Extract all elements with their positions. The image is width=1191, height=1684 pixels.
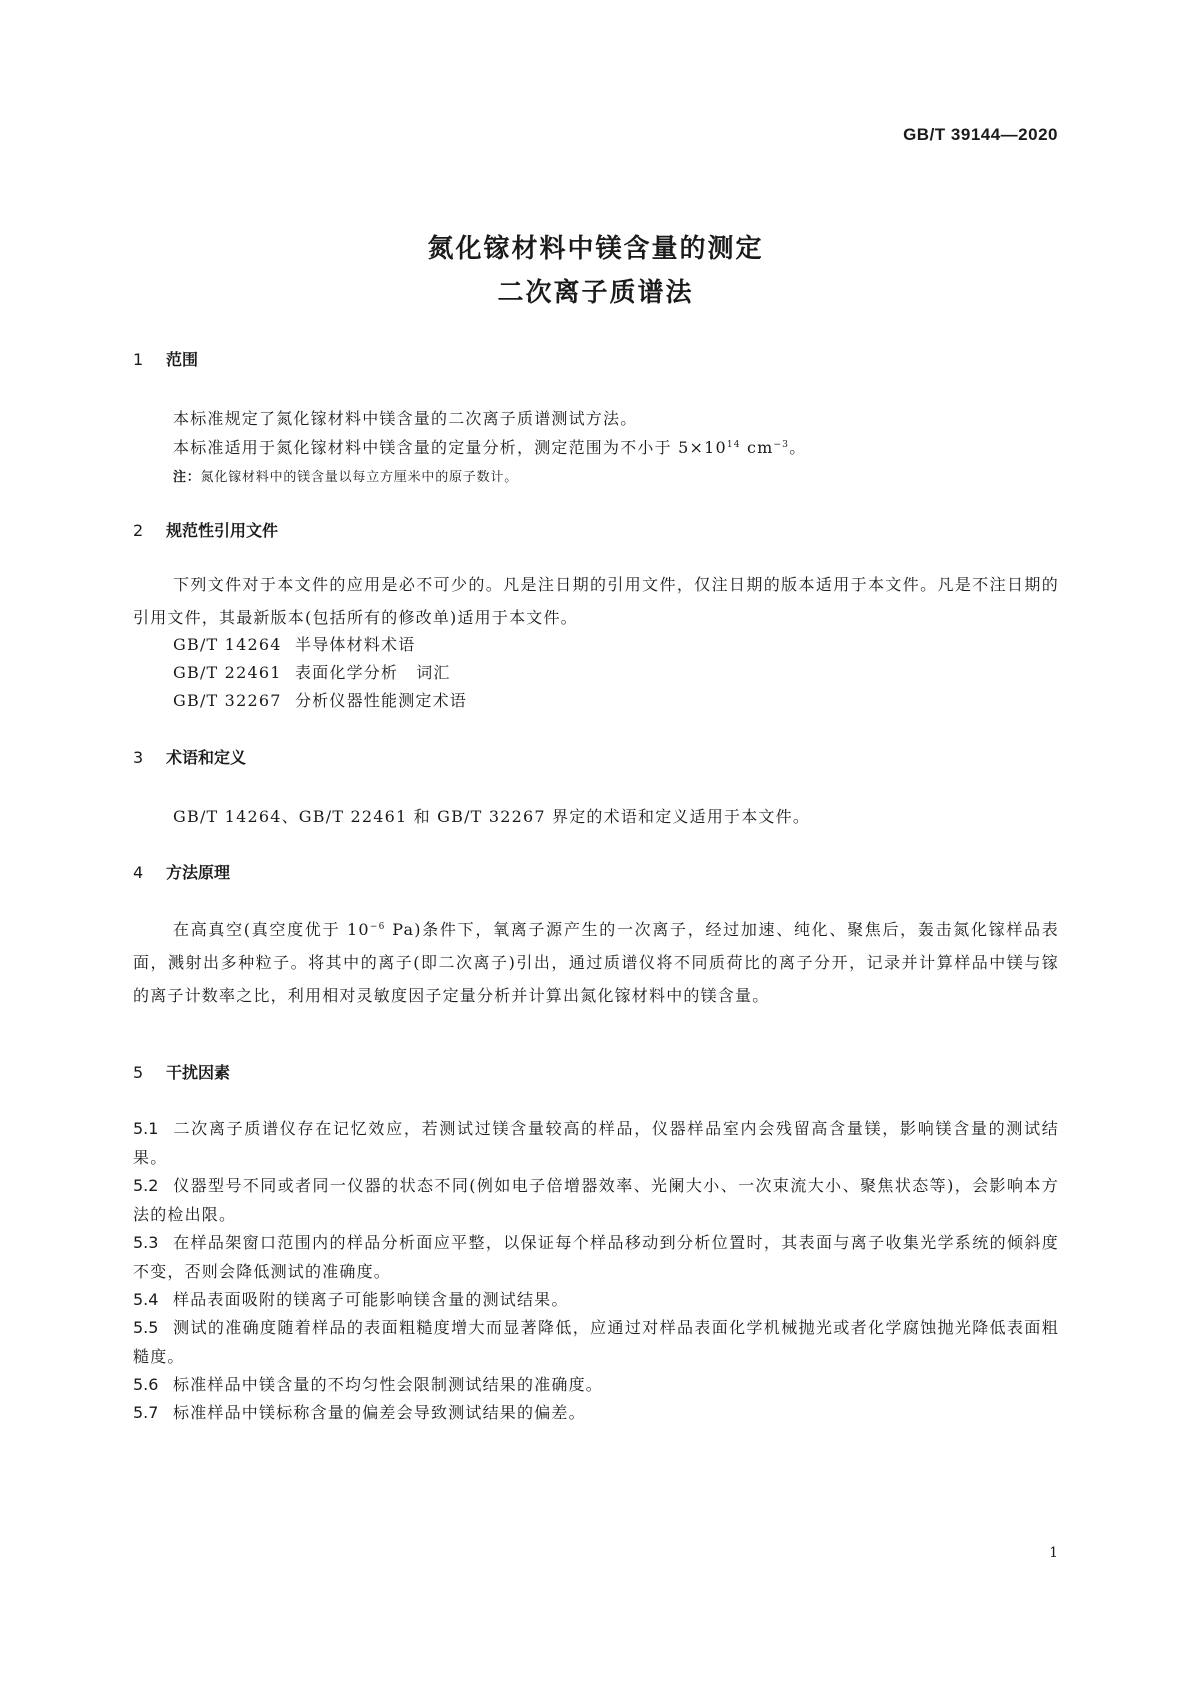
item-number: 5.2 — [133, 1176, 159, 1195]
reference-title: 表面化学分析 — [295, 663, 399, 682]
standard-number: GB/T 39144—2020 — [903, 125, 1058, 144]
section-3-paragraph-1: GB/T 14264、GB/T 22461 和 GB/T 32267 界定的术语和定义适用于本文件。 — [173, 807, 811, 826]
interference-item — [133, 1114, 1059, 1172]
section-1-p2-unit: cm — [740, 438, 774, 457]
item-number: 5.6 — [133, 1375, 159, 1394]
interference-item — [133, 1285, 1059, 1314]
item-text: 标准样品中镁标称含量的偏差会导致测试结果的偏差。 — [173, 1403, 586, 1422]
section-3-heading — [133, 745, 246, 768]
section-1-heading — [133, 347, 198, 370]
document-title-line1: 氮化镓材料中镁含量的测定 — [427, 234, 764, 264]
reference-code: GB/T 32267 — [173, 691, 282, 710]
item-text: 测试的准确度随着样品的表面粗糙度增大而显著降低，应通过对样品表面化学机械抛光或者化学腐蚀抛光降低表面粗糙度。 — [133, 1318, 1059, 1366]
item-number: 5.3 — [133, 1233, 159, 1252]
item-text: 样品表面吸附的镁离子可能影响镁含量的测试结果。 — [173, 1290, 569, 1309]
interference-item — [133, 1370, 1059, 1399]
item-text: 在样品架窗口范围内的样品分析面应平整，以保证每个样品移动到分析位置时，其表面与离子收集光学系统的倾斜度不变，否则会降低测试的准确度。 — [133, 1233, 1059, 1281]
reference-title: 半导体材料术语 — [295, 635, 416, 654]
section-4-p1-text: 在高真空(真空度优于 10 — [173, 920, 370, 939]
item-number: 5.5 — [133, 1318, 159, 1337]
section-4-p1-exponent: −6 — [369, 922, 386, 932]
reference-code: GB/T 14264 — [173, 635, 282, 654]
section-5-number: 5 — [133, 1063, 144, 1082]
section-2-title: 规范性引用文件 — [166, 521, 279, 540]
section-4-heading — [133, 860, 230, 883]
section-3-title: 术语和定义 — [166, 748, 247, 767]
section-4-paragraph-1 — [133, 913, 1059, 1012]
document-title-line2: 二次离子质谱法 — [497, 278, 694, 308]
item-text: 二次离子质谱仪存在记忆效应，若测试过镁含量较高的样品，仪器样品室内会残留高含量镁，影响镁含量的测试结果。 — [133, 1119, 1059, 1167]
item-number: 5.4 — [133, 1290, 159, 1309]
section-5-title: 干扰因素 — [166, 1063, 231, 1082]
reference-item — [173, 688, 467, 711]
section-4-title: 方法原理 — [166, 863, 231, 882]
note-label: 注： — [173, 470, 201, 485]
section-4-number: 4 — [133, 863, 144, 882]
section-3-number: 3 — [133, 748, 144, 767]
interference-item — [133, 1398, 1059, 1427]
interference-item — [133, 1228, 1059, 1286]
note-text: 氮化镓材料中的镁含量以每立方厘米中的原子数计。 — [200, 470, 519, 485]
section-4-p1-text-rest: Pa)条件下，氧离子源产生的一次离子，经过加速、纯化、聚焦后，轰击氮化镓样品表面，溅射出多种粒子。将其中的离子(即二次离子)引出，通过质谱仪将不同质荷比的离子分开，记录并计算样品中镁与镓的离子计数率之比，利用相对灵敏度因子定量分析并计算出氮化镓材料中的镁含量。 — [133, 920, 1059, 1005]
section-1-note — [173, 466, 518, 485]
interference-item — [133, 1313, 1059, 1371]
section-2-heading — [133, 518, 278, 541]
reference-title: 分析仪器性能测定术语 — [295, 691, 468, 710]
section-1-p2-text: 本标准适用于氮化镓材料中镁含量的定量分析，测定范围为不小于 5×10 — [173, 438, 727, 457]
item-number: 5.1 — [133, 1119, 159, 1138]
section-1-p2-exponent: 14 — [726, 440, 741, 450]
reference-item — [173, 632, 415, 655]
section-1-p2-end: 。 — [789, 438, 807, 457]
reference-item — [173, 660, 451, 683]
item-number: 5.7 — [133, 1403, 159, 1422]
page-number: 1 — [1049, 1545, 1058, 1561]
section-2-number: 2 — [133, 521, 144, 540]
reference-code: GB/T 22461 — [173, 663, 282, 682]
section-1-paragraph-1: 本标准规定了氮化镓材料中镁含量的二次离子质谱测试方法。 — [173, 409, 638, 428]
interference-item — [133, 1171, 1059, 1229]
item-text: 仪器型号不同或者同一仪器的状态不同(例如电子倍增器效率、光阑大小、一次束流大小、聚焦状态等)，会影响本方法的检出限。 — [133, 1176, 1059, 1224]
section-1-number: 1 — [133, 350, 144, 369]
section-1-p2-unit-exponent: −3 — [773, 440, 790, 450]
section-1-title: 范围 — [166, 350, 199, 369]
item-text: 标准样品中镁含量的不均匀性会限制测试结果的准确度。 — [173, 1375, 604, 1394]
section-1-paragraph-2 — [173, 435, 806, 458]
reference-title-part: 词汇 — [416, 663, 451, 682]
section-5-heading — [133, 1060, 230, 1083]
section-2-paragraph-1: 下列文件对于本文件的应用是必不可少的。凡是注日期的引用文件，仅注日期的版本适用于本文件。凡是不注日期的引用文件，其最新版本(包括所有的修改单)适用于本文件。 — [133, 575, 1059, 627]
